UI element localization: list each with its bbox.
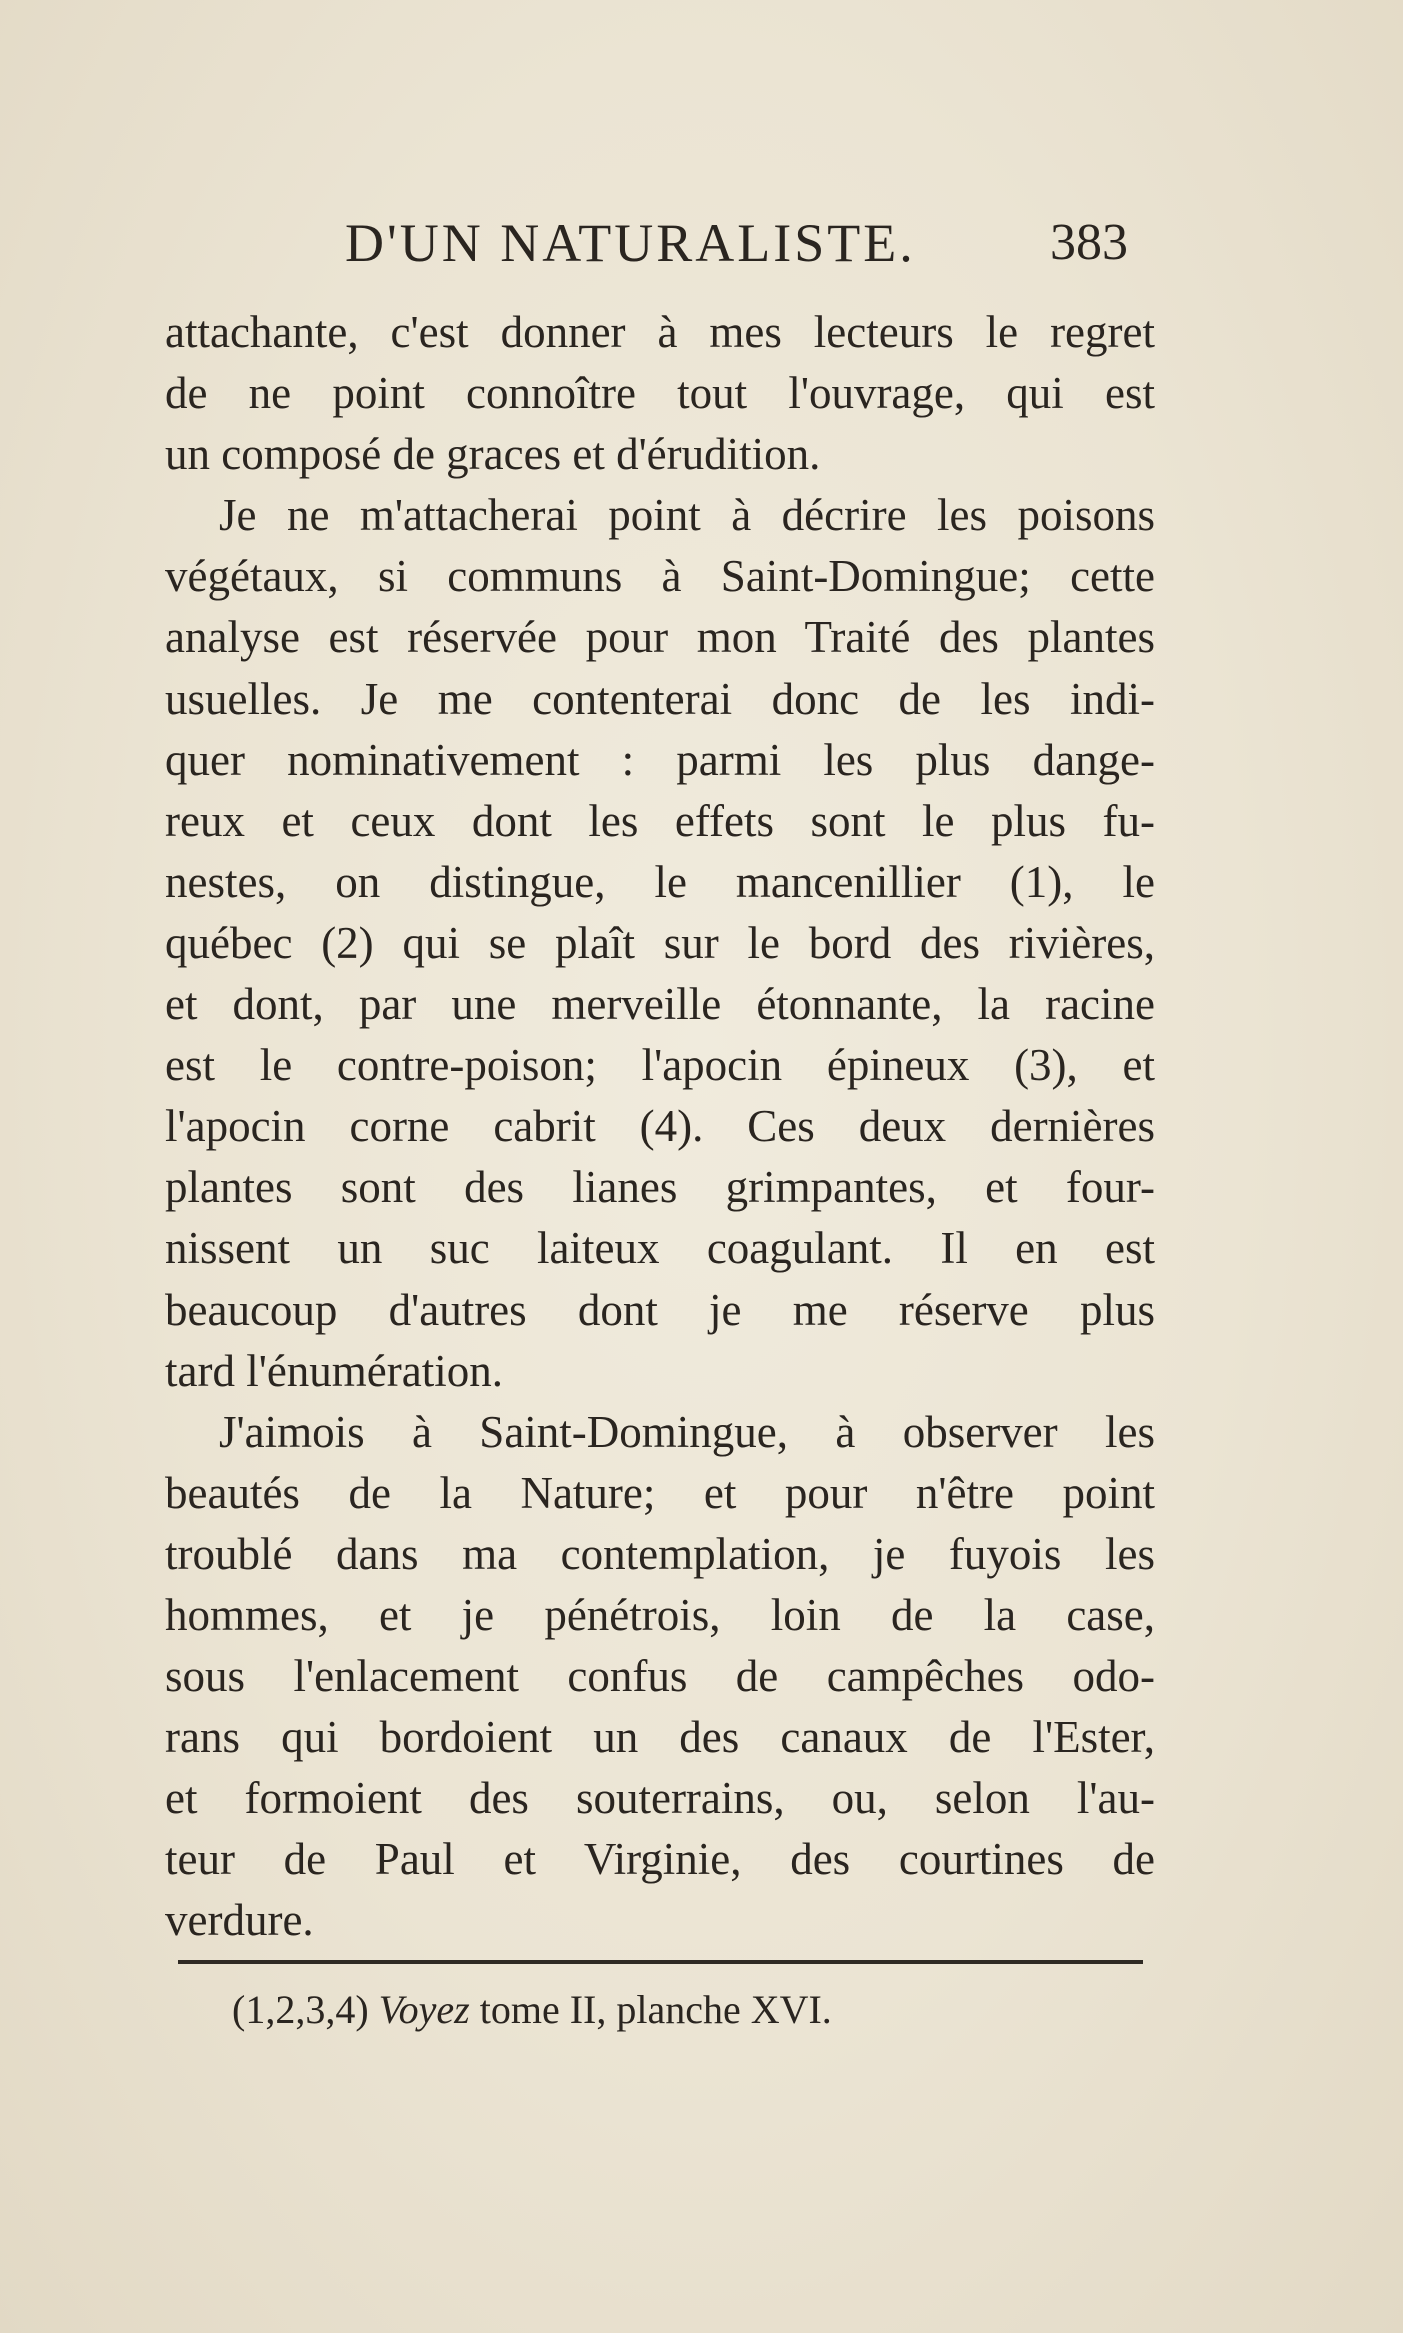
text-line: de ne point connoître tout l'ouvrage, qui est <box>165 368 1155 419</box>
body-text <box>165 302 1155 1952</box>
text-line: et formoient des souterrains, ou, selon l'au- <box>165 1773 1155 1824</box>
text-line: et dont, par une merveille étonnante, la racine <box>165 979 1155 1030</box>
running-title: D'UN NATURALISTE. <box>345 213 916 273</box>
footnote <box>232 1982 832 2038</box>
text-line: nestes, on distingue, le mancenillier (1), le <box>165 856 1155 907</box>
page-number: 383 <box>1050 214 1128 271</box>
text-line: beaucoup d'autres dont je me réserve plus <box>165 1284 1155 1335</box>
text-line: l'apocin corne cabrit (4). Ces deux dernières <box>165 1101 1155 1152</box>
footnote-text: tome II, planche XVI. <box>479 1987 832 2032</box>
text-line: Je ne m'attacherai point à décrire les poisons <box>219 490 1155 541</box>
text-line: troublé dans ma contemplation, je fuyois les <box>165 1528 1155 1579</box>
text-line: reux et ceux dont les effets sont le plus fu- <box>165 795 1155 846</box>
text-line: quer nominativement : parmi les plus dange- <box>165 734 1155 785</box>
footnote-rule <box>178 1960 1143 1964</box>
text-line: plantes sont des lianes grimpantes, et four- <box>165 1162 1155 1213</box>
text-line: analyse est réservée pour mon Traité des plantes <box>165 612 1155 663</box>
text-line: hommes, et je pénétrois, loin de la case, <box>165 1589 1155 1640</box>
text-line: tard l'énumération. <box>165 1345 503 1396</box>
text-line: J'aimois à Saint-Domingue, à observer les <box>219 1406 1155 1457</box>
text-line: nissent un suc laiteux coagulant. Il en est <box>165 1223 1155 1274</box>
footnote-ref: (1,2,3,4) <box>232 1987 369 2032</box>
text-line: usuelles. Je me contenterai donc de les indi- <box>165 673 1155 724</box>
text-line: teur de Paul et Virginie, des courtines de <box>165 1834 1155 1885</box>
page-header <box>0 208 1403 278</box>
text-line: québec (2) qui se plaît sur le bord des rivières, <box>165 917 1155 968</box>
text-line: beautés de la Nature; et pour n'être point <box>165 1467 1155 1518</box>
text-line: est le contre-poison; l'apocin épineux (3), et <box>165 1040 1155 1091</box>
text-line: un composé de graces et d'érudition. <box>165 429 821 480</box>
text-line: végétaux, si communs à Saint-Domingue; cette <box>165 551 1155 602</box>
text-line: sous l'enlacement confus de campêches odo- <box>165 1651 1155 1702</box>
text-line: rans qui bordoient un des canaux de l'Ester, <box>165 1712 1155 1763</box>
text-line: attachante, c'est donner à mes lecteurs le regret <box>165 307 1155 357</box>
footnote-italic: Voyez <box>378 1987 470 2032</box>
text-line: verdure. <box>165 1895 314 1946</box>
